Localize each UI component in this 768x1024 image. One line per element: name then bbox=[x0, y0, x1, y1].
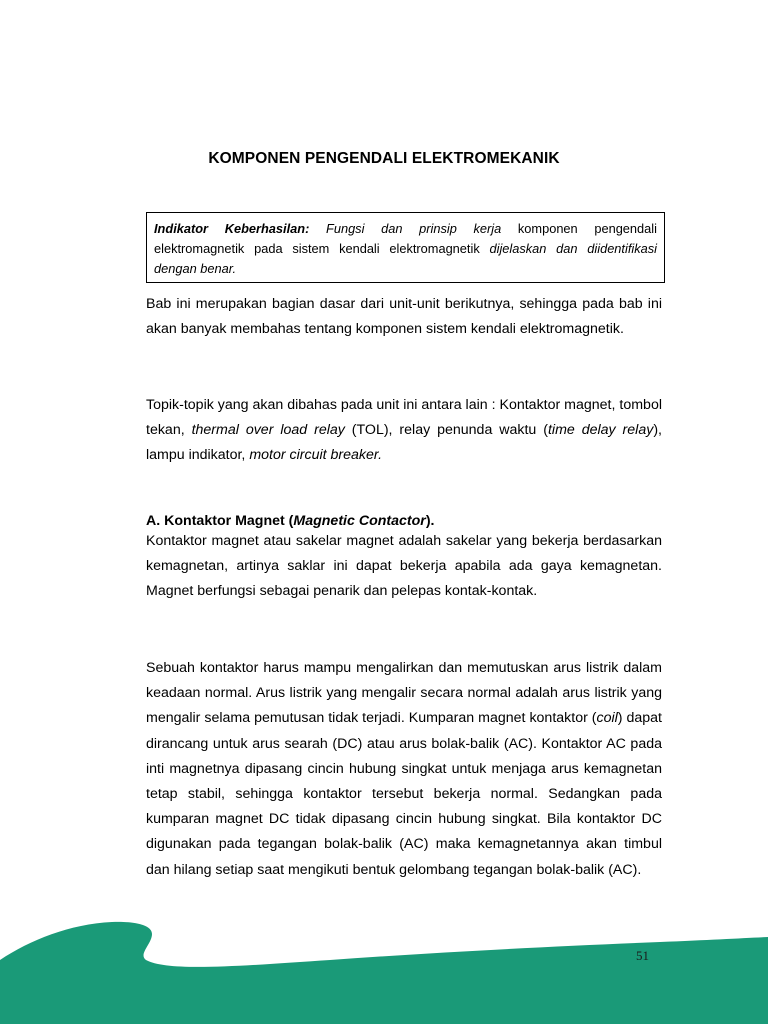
indicator-text-plain: komponen pengendali elektromagnetik pada sistem kendali elektromagnetik bbox=[154, 221, 657, 256]
footer-wave bbox=[0, 900, 768, 1024]
intro-paragraph: Bab ini merupakan bagian dasar dari unit-unit berikutnya, sehingga pada bab ini akan banyak membahas tentang komponen sistem kendali elektromagnetik. bbox=[146, 296, 662, 338]
footer-wave-shape bbox=[0, 922, 768, 1024]
topics-italic-mcb: motor circuit breaker. bbox=[249, 447, 383, 464]
section-a-paragraph-2 bbox=[146, 656, 662, 883]
page-number: 51 bbox=[636, 948, 649, 963]
indicator-text-italic: Fungsi dan prinsip kerja bbox=[326, 221, 502, 236]
topics-text: (TOL), relay penunda waktu ( bbox=[344, 422, 548, 439]
section-a-paragraph-1: Kontaktor magnet atau sakelar magnet adalah sakelar yang bekerja berdasarkan kemagnetan, artinya saklar ini dapat bekerja apabila ada gaya kemagnetan. Magnet berfungsi sebagai penarik dan pelepas kontak-kontak. bbox=[146, 533, 662, 600]
section-a-heading-prefix: A. Kontaktor Magnet ( bbox=[146, 513, 294, 529]
topics-paragraph bbox=[146, 393, 662, 469]
indicator-label: Indikator Keberhasilan: bbox=[154, 221, 310, 236]
section-a-heading bbox=[146, 513, 435, 529]
indicator-box bbox=[146, 212, 665, 283]
topics-text: ), lampu indikator, bbox=[146, 422, 662, 464]
topics-text: Topik-topik yang akan dibahas pada unit ini antara lain : Kontaktor magnet, tombol tekan, bbox=[146, 397, 662, 439]
section-a-text: ) dapat dirancang untuk arus searah (DC) atau arus bolak-balik (AC). Kontaktor AC pada inti magnetnya dipasang cincin hubung singkat untuk menjaga arus kemagnetan tetap stabil, sehingga kontaktor tersebut bekerja normal. Sedangkan pada kumparan magnet DC tidak dipasang cincin hubung singkat. Bila kontaktor DC digunakan pada tegangan bolak-balik (AC) maka kemagnetannya akan timbul dan hilang setiap saat mengikuti bentuk gelombang tegangan bolak-balik (AC). bbox=[146, 710, 662, 878]
section-a-text: Sebuah kontaktor harus mampu mengalirkan dan memutuskan arus listrik dalam keadaan normal. Arus listrik yang mengalir secara normal adalah arus listrik yang mengalir selama pemutusan tidak terjadi. Kumparan magnet kontaktor ( bbox=[146, 660, 662, 727]
topics-italic-tol: thermal over load relay bbox=[191, 422, 345, 439]
section-a-heading-suffix: ). bbox=[425, 513, 435, 529]
coil-italic: coil bbox=[596, 710, 618, 727]
topics-italic-tdr: time delay relay bbox=[547, 422, 654, 439]
indicator-text-italic-end: dijelaskan dan diidentifikasi dengan benar. bbox=[154, 241, 657, 276]
page-title: KOMPONEN PENGENDALI ELEKTROMEKANIK bbox=[208, 150, 560, 167]
section-a-heading-italic: Magnetic Contactor bbox=[293, 513, 426, 529]
